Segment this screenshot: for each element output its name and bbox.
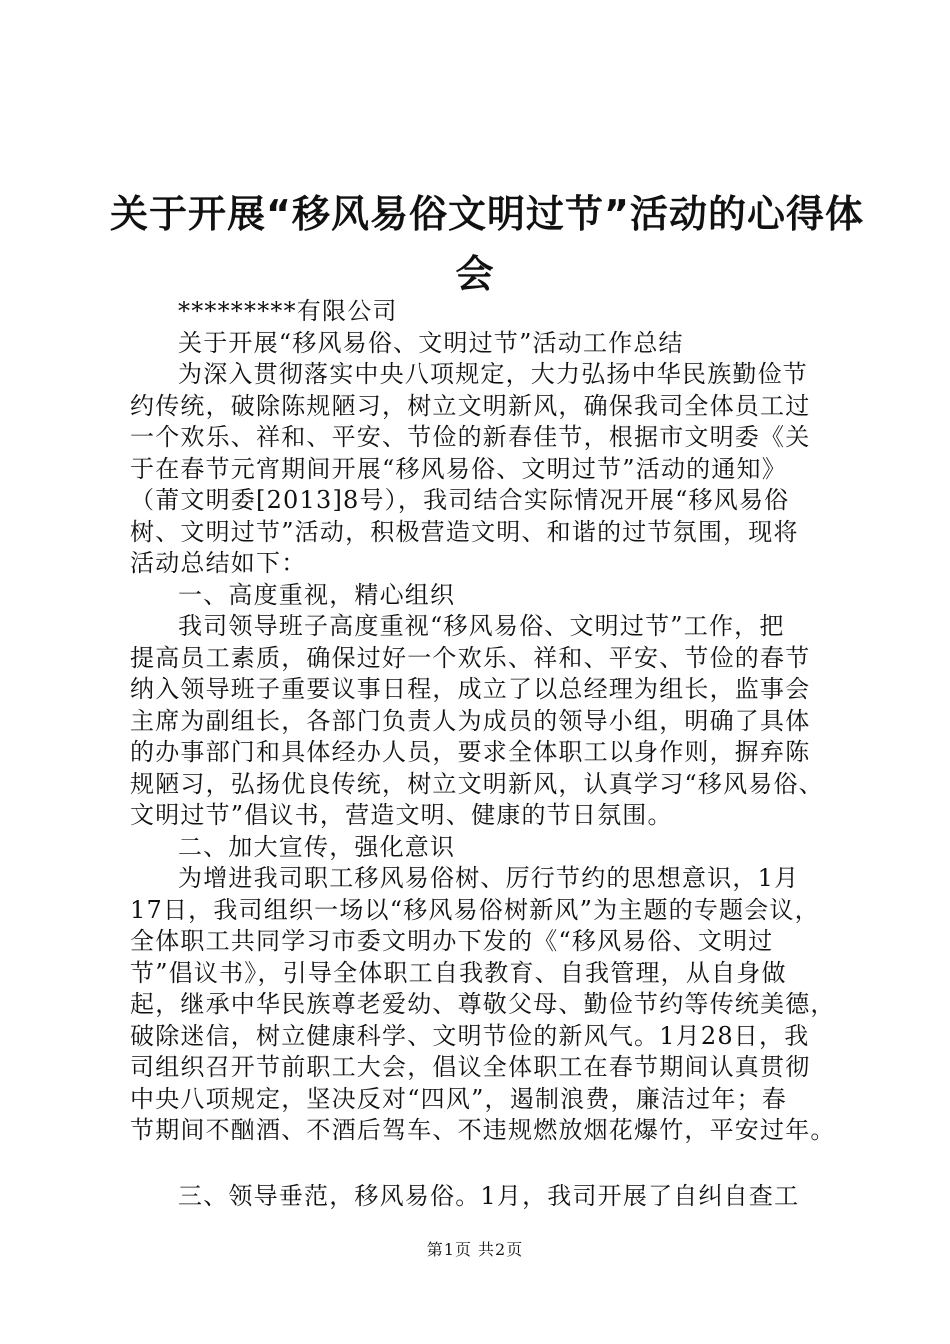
- paragraph-line: 为深入贯彻落实中央八项规定，大力弘扬中华民族勤俭节: [178, 360, 808, 388]
- paragraph-line: 文明过节”倡议书，营造文明、健康的节日氛围。: [130, 801, 673, 829]
- paragraph-line: 于在春节元宵期间开展“移风易俗、文明过节”活动的通知》: [130, 454, 787, 483]
- paragraph-line: 规陋习，弘扬优良传统，树立文明新风，认真学习“移风易俗、: [130, 769, 824, 798]
- document-body: [130, 296, 835, 1212]
- paragraph-line: 提高员工素质，确保过好一个欢乐、祥和、平安、节俭的春节: [130, 643, 811, 672]
- paragraph-line: 纳入领导班子重要议事日程，成立了以总经理为组长，监事会: [130, 675, 811, 703]
- company-name: *********有限公司: [178, 297, 398, 325]
- paragraph-line: 主席为副组长，各部门负责人为成员的领导小组，明确了具体: [130, 706, 811, 735]
- section-heading: 三、领导垂范，移风易俗。1月，我司开展了自纠自查工: [178, 1181, 800, 1210]
- summary-heading: 关于开展“移风易俗、文明过节”活动工作总结: [178, 328, 684, 357]
- paragraph-line: 全体职工共同学习市委文明办下发的《“移风易俗、文明过: [130, 927, 774, 955]
- paragraph-line: 起，继承中华民族尊老爱幼、尊敬父母、勤俭节约等传统美德，: [130, 990, 836, 1018]
- document-title-line-1: 关于开展“移风易俗文明过节”活动的心得体: [110, 192, 864, 236]
- paragraph-line: 节期间不酗酒、不酒后驾车、不违规燃放烟花爆竹，平安过年。: [130, 1116, 836, 1144]
- page-indicator: 第1页 共2页: [426, 1240, 524, 1259]
- paragraph-line: 一个欢乐、祥和、平安、节俭的新春佳节，根据市文明委《关: [130, 423, 811, 451]
- section-heading: 二、加大宣传，强化意识: [178, 832, 456, 861]
- paragraph-line: （莆文明委[2013]8号），我司结合实际情况开展“移风易俗: [130, 486, 790, 514]
- paragraph-line: 活动总结如下：: [130, 549, 307, 577]
- paragraph-line: 树、文明过节”活动，积极营造文明、和谐的过节氛围，现将: [130, 517, 799, 546]
- paragraph-line: 中央八项规定，坚决反对“四风”，遏制浪费，廉洁过年；春: [130, 1084, 787, 1113]
- paragraph-line: 的办事部门和具体经办人员，要求全体职工以身作则，摒弃陈: [130, 738, 811, 766]
- paragraph-line: 破除迷信，树立健康科学、文明节俭的新风气。1月28日，我: [130, 1021, 810, 1050]
- paragraph-gap: [130, 1147, 835, 1181]
- document-title-line-2: 会: [455, 252, 495, 296]
- paragraph-line: 约传统，破除陈规陋习，树立文明新风，确保我司全体员工过: [130, 391, 811, 420]
- paragraph-line: 司组织召开节前职工大会，倡议全体职工在春节期间认真贯彻: [130, 1053, 811, 1081]
- paragraph-line: 17日，我司组织一场以“移风易俗树新风”为主题的专题会议，: [130, 895, 820, 924]
- paragraph-line: 为增进我司职工移风易俗树、厉行节约的思想意识，1月: [178, 864, 800, 892]
- paragraph-line: 我司领导班子高度重视“移风易俗、文明过节”工作，把: [178, 612, 785, 640]
- paragraph-line: 节”倡议书》，引导全体职工自我教育、自我管理，从自身做: [130, 958, 787, 987]
- section-heading: 一、高度重视，精心组织: [178, 580, 456, 609]
